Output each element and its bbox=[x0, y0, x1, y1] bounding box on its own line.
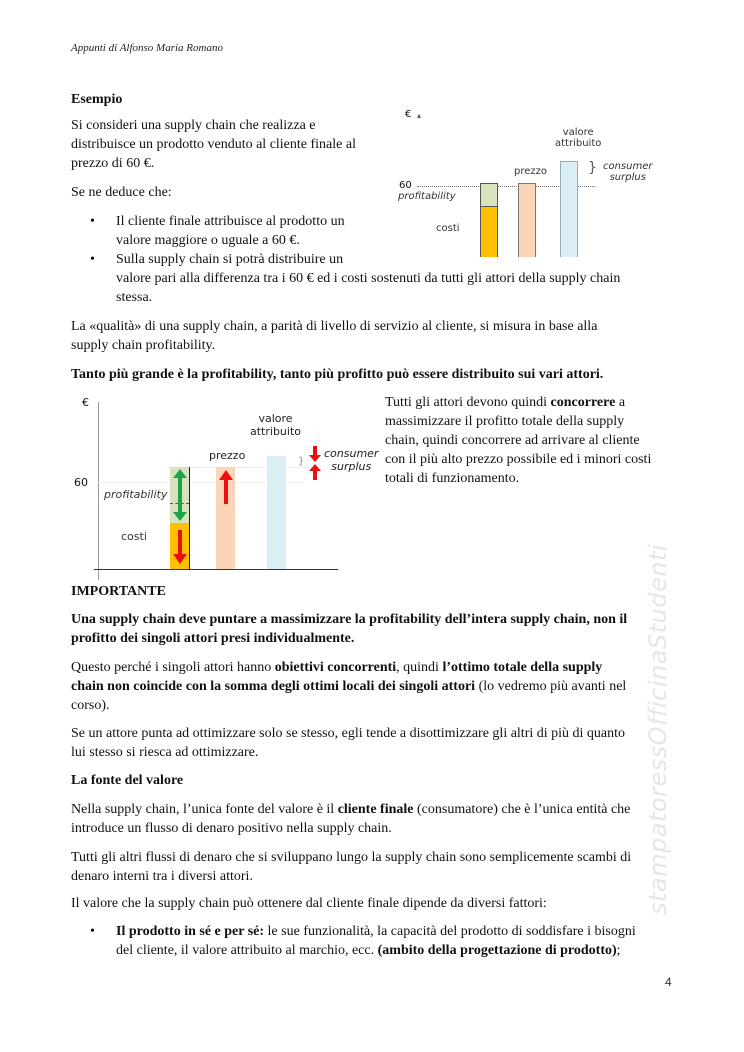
paragraph-line: Tutti gli altri flussi di denaro che si sviluppano lungo la supply chain sono semplicemente scambi di bbox=[71, 850, 632, 865]
quality-line: La «qualità» di una supply chain, a parità di livello di servizio al cliente, si misura in base alla bbox=[71, 319, 598, 334]
paragraph-line: lui stesso si riesca ad ottimizzare. bbox=[71, 745, 259, 760]
heading-esempio: Esempio bbox=[71, 92, 123, 107]
factors-bullet-list bbox=[71, 922, 691, 960]
text-run: del cliente, il valore attribuito al marchio, ecc. bbox=[116, 943, 378, 958]
arrow-down-red-icon bbox=[309, 446, 321, 462]
brace-icon: } bbox=[298, 456, 305, 467]
bar-profitability bbox=[480, 183, 498, 207]
paragraph-line bbox=[71, 658, 691, 677]
page-number: 4 bbox=[665, 975, 672, 989]
statement-line: profitto dei singoli attori presi individualmente. bbox=[71, 631, 355, 646]
label-line: surplus bbox=[331, 460, 372, 473]
self-optimization-paragraph bbox=[71, 724, 691, 762]
intro-line: Si consideri una supply chain che realizza e bbox=[71, 118, 316, 133]
text-run: le sue funzionalità, la capacità del prodotto di soddisfare i bisogni bbox=[264, 924, 636, 939]
emphasis-paragraph: Tanto più grande è la profitability, tanto più profitto può essere distribuito sui vari attori. bbox=[71, 367, 604, 382]
y-axis-arrow-icon: ▴ bbox=[417, 111, 422, 120]
statement-line: Una supply chain deve puntare a massimizzare la profitability dell’intera supply chain, non il bbox=[71, 612, 628, 627]
paragraph-line bbox=[71, 800, 691, 819]
arrow-up-red-icon bbox=[309, 464, 321, 480]
bullet-line bbox=[116, 941, 691, 960]
paragraph-line: introduce un flusso di denaro positivo nella supply chain. bbox=[71, 821, 392, 836]
paragraph-line bbox=[71, 677, 691, 696]
side-line: massimizzare il profitto totale della supply bbox=[385, 414, 625, 429]
bar-valore-attribuito bbox=[560, 161, 578, 257]
label-line: consumer bbox=[324, 447, 379, 460]
intro-line: distribuisce un prodotto venduto al cliente finale al bbox=[71, 137, 356, 152]
double-arrow-green-icon bbox=[172, 469, 188, 521]
bar-costi bbox=[480, 206, 498, 257]
label-valore-attribuito bbox=[555, 127, 601, 149]
side-paragraph bbox=[385, 393, 685, 488]
bullet-line bbox=[116, 922, 691, 941]
bullet-item bbox=[71, 922, 691, 960]
text-run: ; bbox=[616, 943, 621, 958]
bold-run: l’ottimo totale della supply bbox=[442, 660, 603, 675]
factors-paragraph: Il valore che la supply chain può ottenere dal cliente finale dipende da diversi fattori: bbox=[71, 896, 547, 911]
side-line: totali di funzionamento. bbox=[385, 471, 520, 486]
y-axis-label: € bbox=[405, 109, 412, 120]
label-line: surplus bbox=[609, 172, 646, 183]
label-line: consumer bbox=[603, 161, 653, 172]
bar-prezzo bbox=[518, 183, 536, 257]
y-axis bbox=[98, 402, 99, 580]
paragraph-line: denaro interni tra i diversi attori. bbox=[71, 869, 253, 884]
label-prezzo: prezzo bbox=[209, 449, 246, 462]
arrow-up-red-icon bbox=[219, 470, 233, 504]
quality-paragraph bbox=[71, 317, 681, 355]
label-costi: costi bbox=[121, 530, 147, 543]
label-profitability: profitability bbox=[398, 191, 456, 202]
intro-line: prezzo di 60 €. bbox=[71, 156, 155, 171]
side-line: chain, quindi concorrere ad arrivare al cliente bbox=[385, 433, 640, 448]
bar-valore-attribuito bbox=[267, 456, 286, 569]
bullet-line: stessa. bbox=[116, 290, 153, 305]
bold-run: cliente finale bbox=[337, 802, 414, 817]
side-line bbox=[385, 393, 685, 412]
bold-run: (ambito della progettazione di prodotto) bbox=[377, 943, 617, 958]
label-line: valore bbox=[562, 127, 594, 138]
bullet-line: • Il cliente finale attribuisce al prodotto un bbox=[116, 214, 345, 229]
bold-run: obiettivi concorrenti bbox=[274, 660, 397, 675]
brace-icon: } bbox=[588, 160, 597, 176]
text-run: (lo vedremo più avanti nel bbox=[475, 679, 627, 694]
text-run: (consumatore) che è l’unica entità che bbox=[413, 802, 631, 817]
bullet-line: valore pari alla differenza tra i 60 € ed i costi sostenuti da tutti gli attori della supply chain bbox=[116, 271, 621, 286]
other-flows-paragraph bbox=[71, 848, 691, 886]
text-run: Questo perché i singoli attori hanno bbox=[71, 660, 275, 675]
competing-goals-paragraph bbox=[71, 658, 691, 715]
label-consumer-surplus bbox=[603, 161, 653, 183]
deduce-paragraph: Se ne deduce che: bbox=[71, 185, 172, 200]
label-line: attribuito bbox=[555, 138, 602, 149]
label-line: attribuito bbox=[250, 425, 301, 438]
figure-1-value-chart bbox=[395, 105, 675, 265]
figure-2-value-chart bbox=[70, 392, 380, 582]
text-run: Tutti gli attori devono quindi bbox=[385, 395, 551, 410]
paragraph-line: corso). bbox=[71, 698, 110, 713]
bold-run: Il prodotto in sé e per sé: bbox=[116, 924, 265, 939]
text-run: a bbox=[615, 395, 626, 410]
label-line: valore bbox=[258, 412, 293, 425]
intro-paragraph bbox=[71, 116, 391, 173]
running-header: Appunti di Alfonso Maria Romano bbox=[71, 42, 223, 54]
bullet-line: valore maggiore o uguale a 60 €. bbox=[116, 233, 300, 248]
text-run: , quindi bbox=[396, 660, 443, 675]
tick-60: 60 bbox=[74, 476, 88, 489]
important-statement bbox=[71, 610, 691, 648]
heading-importante: IMPORTANTE bbox=[71, 584, 166, 599]
watermark: stampatoressOfficinaStudenti bbox=[644, 543, 672, 915]
bold-run: concorrere bbox=[550, 395, 616, 410]
bold-run: chain non coincide con la somma degli ottimi locali dei singoli attori bbox=[71, 679, 476, 694]
bullet-line: • Sulla supply chain si potrà distribuire un bbox=[116, 252, 344, 267]
label-prezzo: prezzo bbox=[514, 166, 548, 177]
tick-60: 60 bbox=[399, 180, 412, 191]
text-run: Nella supply chain, l’unica fonte del valore è il bbox=[71, 802, 338, 817]
x-axis bbox=[94, 569, 338, 570]
side-line: con il più alto prezzo possibile ed i minori costi bbox=[385, 452, 652, 467]
label-consumer-surplus bbox=[324, 447, 378, 473]
quality-line: supply chain profitability. bbox=[71, 338, 216, 353]
y-axis-label: € bbox=[82, 396, 89, 409]
label-costi: costi bbox=[436, 223, 460, 234]
paragraph-line: Se un attore punta ad ottimizzare solo se stesso, egli tende a disottimizzare gli altri di più di quanto bbox=[71, 726, 626, 741]
arrow-down-red-icon bbox=[173, 530, 187, 564]
label-valore-attribuito bbox=[250, 412, 301, 438]
source-paragraph bbox=[71, 800, 691, 838]
label-profitability: profitability bbox=[104, 488, 168, 501]
heading-fonte-valore: La fonte del valore bbox=[71, 773, 184, 788]
